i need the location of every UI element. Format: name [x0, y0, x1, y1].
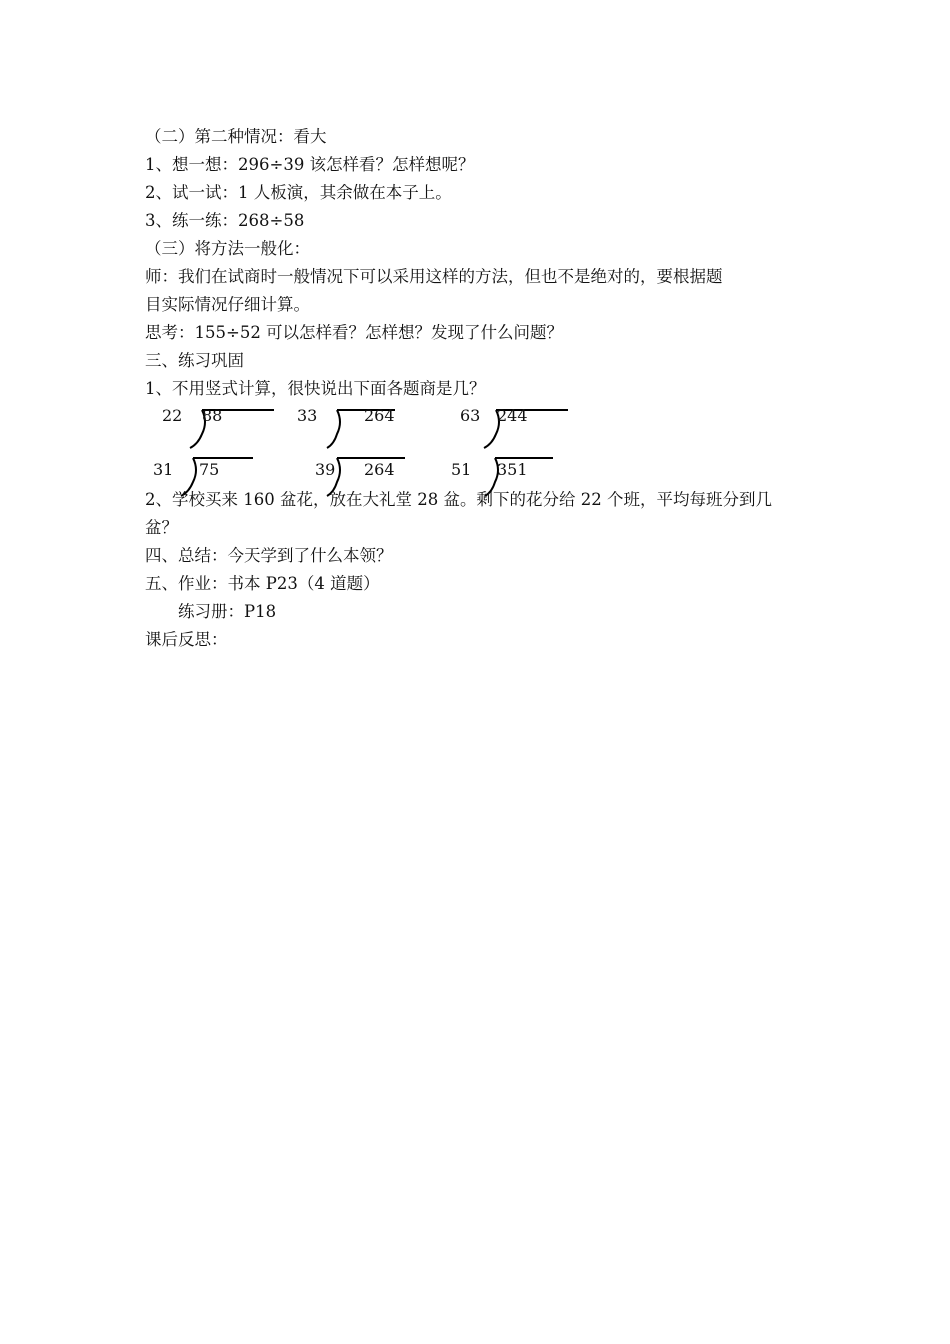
summary-line: 四、总结：今天学到了什么本领？: [145, 546, 393, 565]
teacher-note-line1: 师：我们在试商时一般情况下可以采用这样的方法，但也不是绝对的，要根据题: [145, 267, 723, 286]
workbook-line: 练习册：P18: [178, 602, 277, 621]
dividend: 244: [497, 406, 528, 425]
dividend: 264: [364, 460, 395, 479]
divisor: 51: [451, 460, 472, 479]
exercise-1-prompt: 1、不用竖式计算，很快说出下面各题商是几？: [145, 379, 486, 398]
dividend: 75: [199, 460, 220, 479]
division-row-1: [145, 404, 825, 454]
step-try: 2、试一试：1 人板演，其余做在本子上。: [145, 183, 452, 202]
divisor: 22: [162, 406, 183, 425]
exercise-2-line2: 盆？: [145, 518, 178, 537]
dividend: 264: [364, 406, 395, 425]
teacher-note-line2: 目实际情况仔细计算。: [145, 295, 310, 314]
dividend: 88: [202, 406, 223, 425]
think-question: 思考：155÷52 可以怎样看？怎样想？发现了什么问题？: [145, 323, 564, 342]
divisor: 63: [460, 406, 481, 425]
step-think: 1、想一想：296÷39 该怎样看？怎样想呢？: [145, 155, 475, 174]
section-heading-generalize: （三）将方法一般化：: [145, 239, 310, 258]
divisor: 33: [297, 406, 318, 425]
dividend: 351: [497, 460, 528, 479]
divisor: 39: [315, 460, 336, 479]
homework-line: 五、作业：书本 P23（4 道题）: [145, 574, 380, 593]
exercise-2-line1: 2、学校买来 160 盆花，放在大礼堂 28 盆。剩下的花分给 22 个班，平均每班分到几: [145, 490, 772, 509]
section-heading-second-case: （二）第二种情况：看大: [145, 127, 327, 146]
step-practice: 3、练一练：268÷58: [145, 211, 305, 230]
reflection-label: 课后反思：: [145, 630, 228, 649]
section-heading-practice: 三、练习巩固: [145, 351, 244, 370]
divisor: 31: [153, 460, 174, 479]
division-bracket-icon: [184, 404, 276, 454]
